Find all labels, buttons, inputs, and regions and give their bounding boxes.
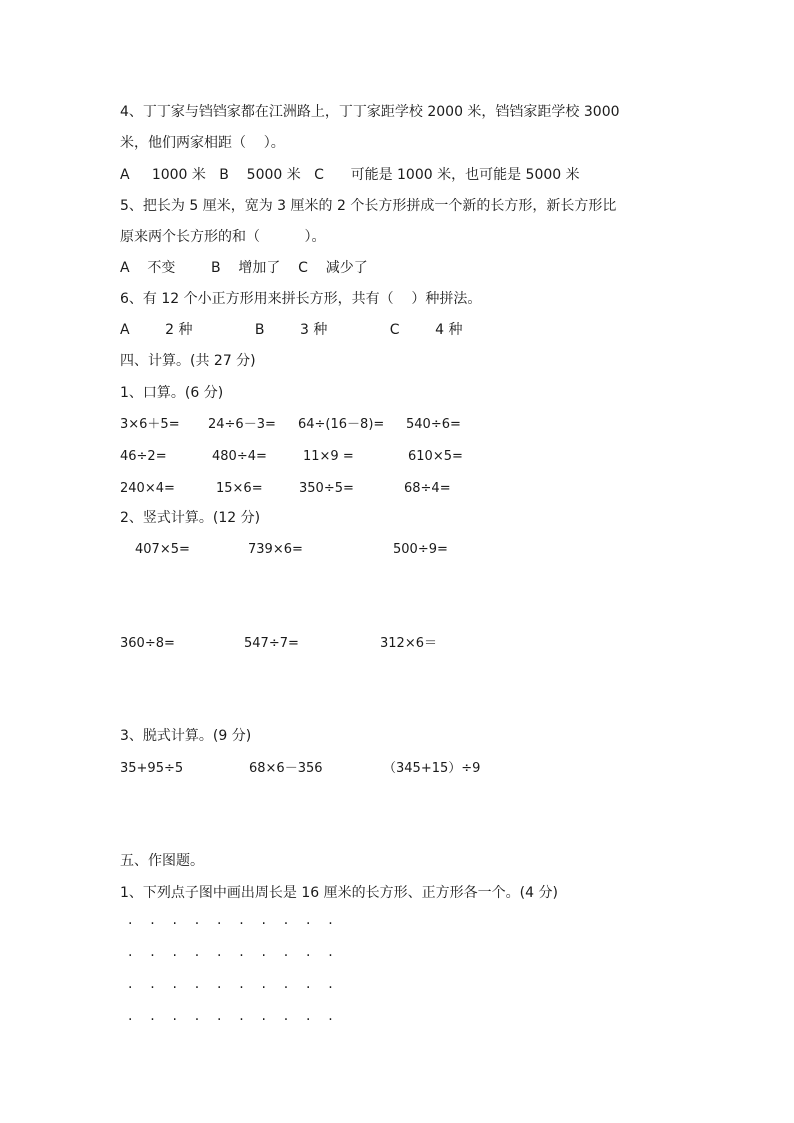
oral-item: 610×5= bbox=[408, 449, 463, 464]
oral-item: 24÷6－3= bbox=[208, 417, 276, 432]
oral-item: 11×9 = bbox=[303, 449, 354, 464]
stepwise-calc-title: 3、脱式计算。(9 分) bbox=[120, 728, 252, 744]
vertical-calc-title: 2、竖式计算。(12 分) bbox=[120, 510, 261, 526]
drawing-question: 1、下列点子图中画出周长是 16 厘米的长方形、正方形各一个。(4 分) bbox=[120, 885, 558, 901]
q4-line2: 米，他们两家相距（ ）。 bbox=[120, 135, 285, 151]
oral-calc-title: 1、口算。(6 分) bbox=[120, 385, 224, 401]
q6-line1: 6、有 12 个小正方形用来拼长方形，共有（ ）种拼法。 bbox=[120, 291, 482, 307]
stepwise-item: （345+15）÷9 bbox=[383, 761, 481, 776]
vertical-item: 547÷7= bbox=[244, 636, 299, 651]
oral-item: 68÷4= bbox=[404, 481, 451, 496]
oral-item: 64÷(16－8)= bbox=[298, 417, 385, 432]
dot-grid-row: . . . . . . . . . . bbox=[128, 976, 333, 992]
vertical-item: 739×6= bbox=[248, 542, 303, 557]
section4-title: 四、计算。(共 27 分) bbox=[120, 353, 256, 369]
oral-item: 540÷6= bbox=[406, 417, 461, 432]
vertical-item: 312×6＝ bbox=[380, 636, 437, 651]
vertical-item: 360÷8= bbox=[120, 636, 175, 651]
dot-grid-row: . . . . . . . . . . bbox=[128, 944, 333, 960]
dot-grid-row: . . . . . . . . . . bbox=[128, 912, 333, 928]
q5-line2: 原来两个长方形的和（ ）。 bbox=[120, 229, 326, 245]
section5-title: 五、作图题。 bbox=[120, 853, 204, 869]
q4-line1: 4、丁丁家与铛铛家都在江洲路上，丁丁家距学校 2000 米，铛铛家距学校 3000 bbox=[120, 104, 620, 120]
q4-options: A 1000 米 B 5000 米 C 可能是 1000 米，也可能是 5000 米 bbox=[120, 167, 580, 183]
oral-item: 15×6= bbox=[216, 481, 263, 496]
stepwise-item: 35+95÷5 bbox=[120, 761, 184, 776]
oral-item: 480÷4= bbox=[212, 449, 267, 464]
oral-item: 3×6＋5= bbox=[120, 417, 180, 432]
q6-options: A 2 种 B 3 种 C 4 种 bbox=[120, 322, 463, 338]
vertical-item: 407×5= bbox=[135, 542, 190, 557]
stepwise-item: 68×6－356 bbox=[249, 761, 323, 776]
q5-line1: 5、把长为 5 厘米，宽为 3 厘米的 2 个长方形拼成一个新的长方形，新长方形比 bbox=[120, 198, 617, 214]
dot-grid-row: . . . . . . . . . . bbox=[128, 1008, 333, 1024]
vertical-item: 500÷9= bbox=[393, 542, 448, 557]
oral-item: 240×4= bbox=[120, 481, 175, 496]
q5-options: A 不变 B 增加了 C 减少了 bbox=[120, 260, 368, 276]
oral-item: 350÷5= bbox=[299, 481, 354, 496]
oral-item: 46÷2= bbox=[120, 449, 167, 464]
